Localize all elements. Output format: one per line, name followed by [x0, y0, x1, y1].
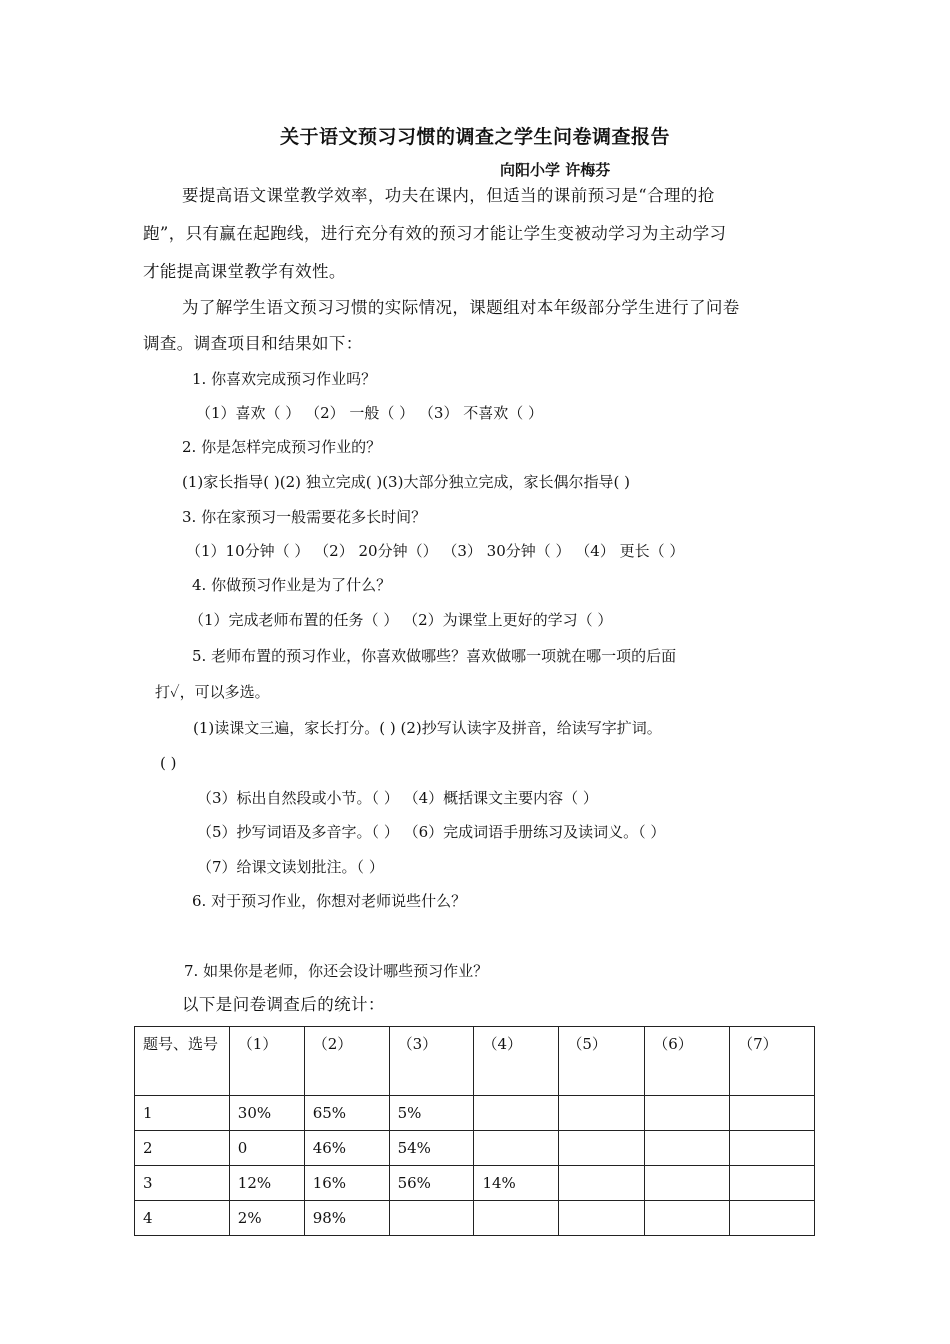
table-cell: 65%: [304, 1096, 389, 1131]
table-header-cell: （7）: [730, 1027, 815, 1096]
question-2: 2. 你是怎样完成预习作业的？: [182, 438, 382, 456]
question-1-options: （1）喜欢（ ） （2） 一般（ ） （3） 不喜欢（ ）: [196, 404, 544, 422]
table-cell: [474, 1131, 559, 1166]
table-cell: [645, 1131, 730, 1166]
table-cell: 1: [135, 1096, 230, 1131]
table-row: [135, 1096, 815, 1131]
table-cell: 2%: [229, 1201, 304, 1236]
table-cell: 12%: [229, 1166, 304, 1201]
table-cell: [645, 1166, 730, 1201]
intro-line-2: 跑”，只有赢在起跑线，进行充分有效的预习才能让学生变被动学习为主动学习: [143, 224, 727, 243]
table-header-cell: （6）: [645, 1027, 730, 1096]
table-cell: 3: [135, 1166, 230, 1201]
question-2-options: (1)家长指导( )(2) 独立完成( )(3)大部分独立完成，家长偶尔指导( ): [182, 473, 630, 491]
question-4: 4. 你做预习作业是为了什么？: [192, 576, 392, 594]
table-row: [135, 1201, 815, 1236]
table-cell: [474, 1096, 559, 1131]
stats-intro: 以下是问卷调查后的统计：: [182, 995, 385, 1014]
author-line: 向阳小学 许梅芬: [500, 161, 611, 179]
question-6: 6. 对于预习作业，你想对老师说些什么？: [192, 892, 467, 910]
question-5-line-1: 5. 老师布置的预习作业，你喜欢做哪些？喜欢做哪一项就在哪一项的后面: [192, 647, 677, 665]
table-cell: 98%: [304, 1201, 389, 1236]
question-5-option-3: （5）抄写词语及多音字。（ ） （6）完成词语手册练习及读词义。（ ）: [197, 823, 666, 841]
intro-line-1: 要提高语文课堂教学效率，功夫在课内，但适当的课前预习是“合理的抢: [182, 186, 715, 205]
stats-table: [134, 1026, 815, 1236]
table-cell: 16%: [304, 1166, 389, 1201]
table-header-row: [135, 1027, 815, 1096]
table-cell: 54%: [389, 1131, 474, 1166]
table-cell: [474, 1201, 559, 1236]
table-cell: 30%: [229, 1096, 304, 1131]
question-5-option-1: (1)读课文三遍，家长打分。( ) (2)抄写认读字及拼音，给读写字扩词。: [193, 719, 662, 737]
purpose-line-2: 调查。调查项目和结果如下：: [143, 334, 363, 353]
table-header-cell: （2）: [304, 1027, 389, 1096]
table-header-cell: （4）: [474, 1027, 559, 1096]
table-cell: [559, 1131, 645, 1166]
table-header-cell: （1）: [229, 1027, 304, 1096]
table-cell: [730, 1096, 815, 1131]
document-title: 关于语文预习习惯的调查之学生问卷调查报告: [279, 126, 670, 148]
question-5-option-1-cont: ( ): [160, 754, 177, 772]
table-cell: [559, 1096, 645, 1131]
table-cell: [645, 1096, 730, 1131]
table-cell: 14%: [474, 1166, 559, 1201]
question-4-options: （1）完成老师布置的任务（ ） （2）为课堂上更好的学习（ ）: [189, 611, 613, 629]
table-cell: 2: [135, 1131, 230, 1166]
table-cell: 56%: [389, 1166, 474, 1201]
table-cell: [730, 1166, 815, 1201]
table-cell: [559, 1166, 645, 1201]
table-cell: [730, 1131, 815, 1166]
table-row: [135, 1131, 815, 1166]
purpose-line-1: 为了解学生语文预习习惯的实际情况，课题组对本年级部分学生进行了问卷: [182, 298, 740, 317]
question-1: 1. 你喜欢完成预习作业吗？: [192, 370, 377, 388]
table-header-cell: （3）: [389, 1027, 474, 1096]
question-5-option-4: （7）给课文读划批注。（ ）: [197, 858, 384, 876]
question-5-line-2: 打✓，可以多选。: [155, 683, 270, 701]
table-cell: [730, 1201, 815, 1236]
question-3: 3. 你在家预习一般需要花多长时间？: [182, 508, 427, 526]
table-cell: 0: [229, 1131, 304, 1166]
question-7: 7. 如果你是老师，你还会设计哪些预习作业？: [184, 962, 489, 980]
table-cell: [389, 1201, 474, 1236]
table-header-cell: （5）: [559, 1027, 645, 1096]
question-3-options: （1）10分钟（ ） （2） 20分钟（） （3） 30分钟（ ） （4） 更长（ ）: [186, 542, 685, 560]
question-5-option-2: （3）标出自然段或小节。（ ） （4）概括课文主要内容（ ）: [197, 789, 598, 807]
table-header-cell: 题号、选号: [135, 1027, 230, 1096]
table-row: [135, 1166, 815, 1201]
table-cell: [559, 1201, 645, 1236]
table-cell: [645, 1201, 730, 1236]
table-cell: 5%: [389, 1096, 474, 1131]
table-cell: 4: [135, 1201, 230, 1236]
table-cell: 46%: [304, 1131, 389, 1166]
intro-line-3: 才能提高课堂教学有效性。: [143, 262, 346, 281]
